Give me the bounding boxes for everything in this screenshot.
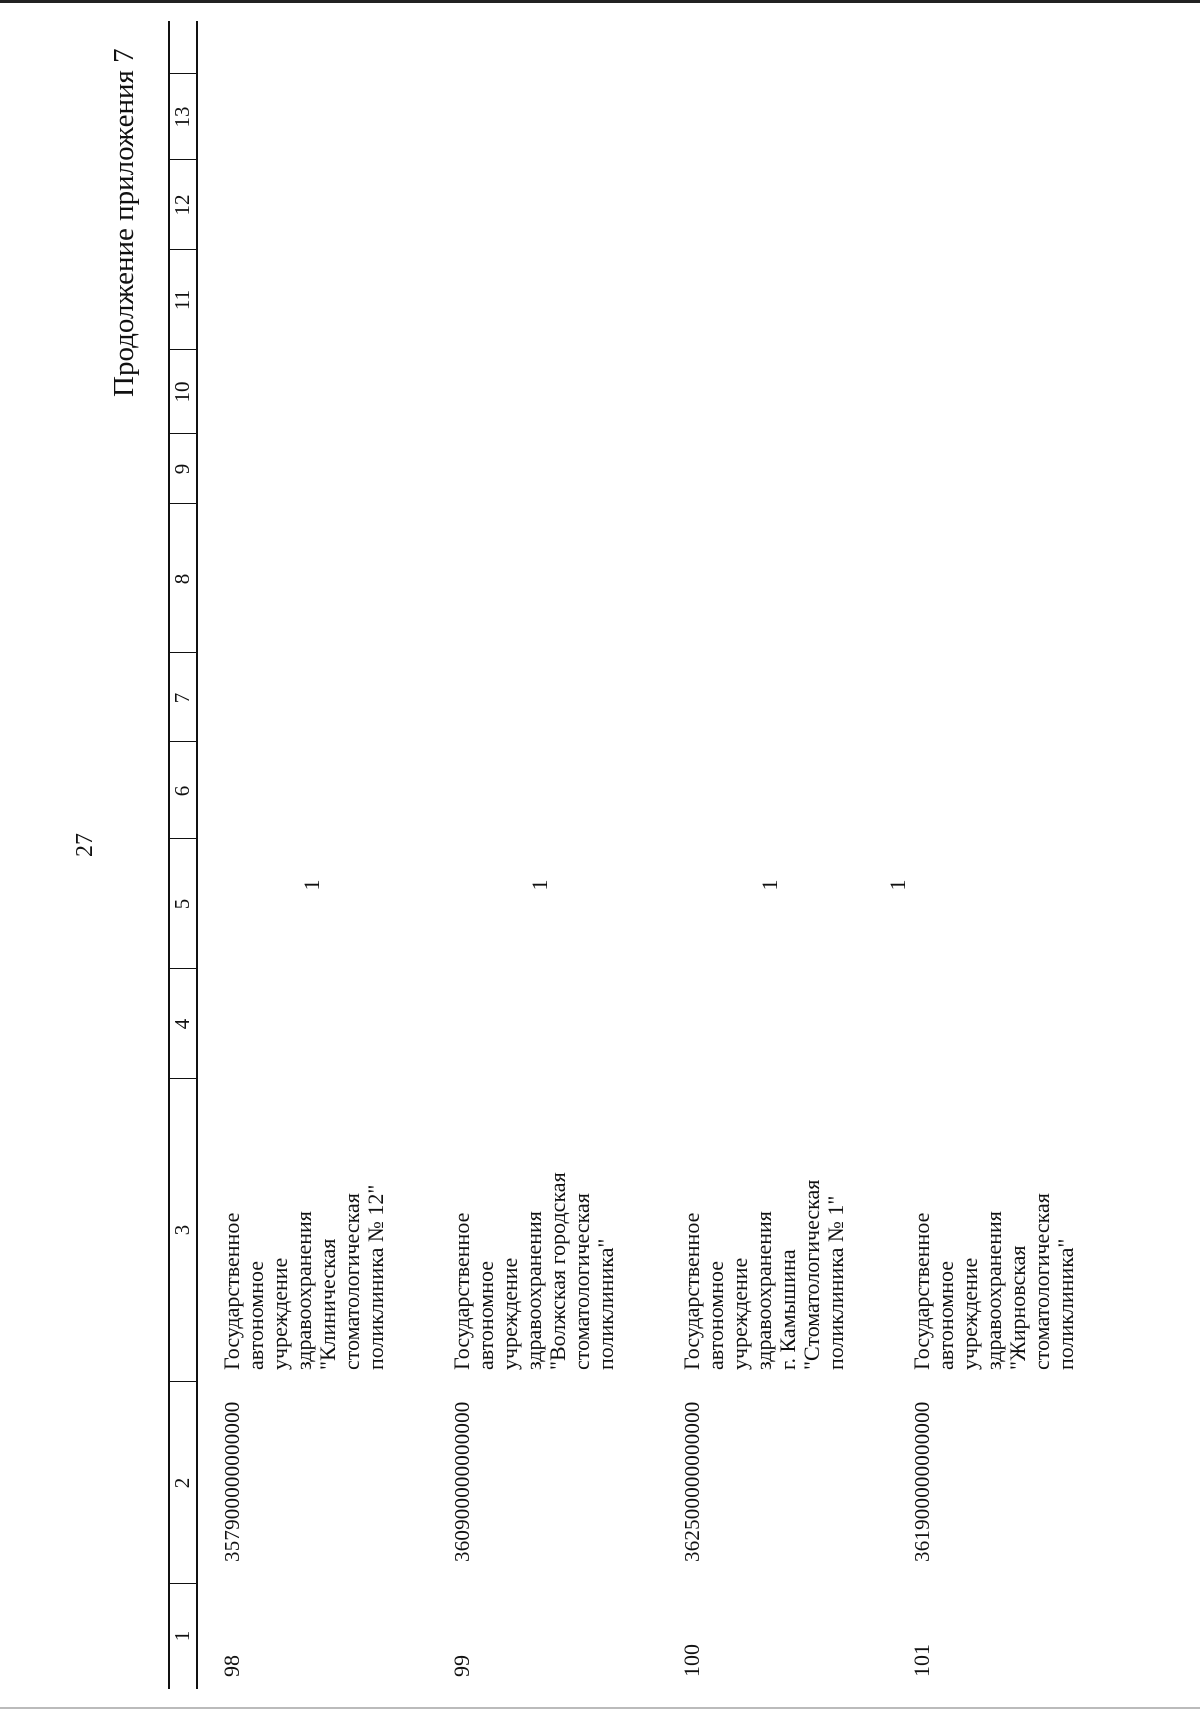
row-code: 360900000000000 <box>450 1401 474 1562</box>
column-5-value: 1 <box>299 879 324 891</box>
org-line: здравоохранения <box>981 1211 1006 1370</box>
row-number: 100 <box>679 1644 704 1677</box>
header-divider <box>168 503 198 504</box>
column-number: 2 <box>170 1477 194 1489</box>
org-line: автономное <box>473 1260 498 1370</box>
org-line: учреждение <box>267 1257 292 1370</box>
row-number: 101 <box>909 1644 934 1677</box>
column-number: 11 <box>170 289 194 311</box>
org-line: поликлиника № 1" <box>823 1195 848 1370</box>
org-line: стоматологическая <box>339 1193 364 1370</box>
column-number: 4 <box>170 1018 194 1030</box>
row-code: 357900000000000 <box>220 1401 244 1562</box>
header-divider <box>168 741 198 742</box>
column-number: 1 <box>170 1630 194 1642</box>
header-divider <box>168 349 198 350</box>
continuation-title: Продолжение приложения 7 <box>108 48 140 397</box>
org-line: "Стоматологическая <box>799 1179 824 1370</box>
column-number: 5 <box>170 898 194 910</box>
row-number: 99 <box>449 1655 474 1677</box>
org-line: Государственное <box>679 1212 704 1370</box>
column-number: 9 <box>170 463 194 475</box>
header-divider <box>168 73 198 74</box>
organization-name <box>220 1070 388 1370</box>
org-line: учреждение <box>957 1257 982 1370</box>
org-line: здравоохранения <box>291 1211 316 1370</box>
header-divider <box>168 838 198 839</box>
org-line: здравоохранения <box>751 1211 776 1370</box>
header-divider <box>168 652 198 653</box>
header-divider <box>168 249 198 250</box>
org-line: Государственное <box>449 1212 474 1370</box>
organization-name <box>910 1070 1078 1370</box>
header-line-top <box>168 21 170 1689</box>
column-5-value: 1 <box>527 879 552 891</box>
org-line: автономное <box>933 1260 958 1370</box>
column-number: 3 <box>170 1224 194 1236</box>
column-number: 12 <box>170 194 194 216</box>
org-line: "Жирновская <box>1005 1245 1030 1370</box>
page-number: 27 <box>72 833 98 857</box>
org-line: автономное <box>243 1260 268 1370</box>
org-line: г. Камышина <box>775 1249 800 1370</box>
header-divider <box>168 968 198 969</box>
header-line-bottom <box>196 21 198 1689</box>
org-line: Государственное <box>909 1212 934 1370</box>
column-number: 6 <box>170 785 194 797</box>
header-divider <box>168 1381 198 1382</box>
organization-name <box>450 1070 618 1370</box>
org-line: поликлиника" <box>1053 1238 1078 1370</box>
org-line: учреждение <box>727 1257 752 1370</box>
org-line: учреждение <box>497 1257 522 1370</box>
column-5-value: 1 <box>757 879 782 891</box>
org-line: "Волжская городская <box>545 1172 570 1370</box>
org-line: "Клиническая <box>315 1238 340 1370</box>
org-line: здравоохранения <box>521 1211 546 1370</box>
org-line: поликлиника № 12" <box>363 1184 388 1370</box>
header-divider <box>168 1078 198 1079</box>
column-number: 13 <box>170 106 194 128</box>
org-line: стоматологическая <box>569 1193 594 1370</box>
org-line: Государственное <box>219 1212 244 1370</box>
header-divider <box>168 433 198 434</box>
column-number: 10 <box>170 381 194 403</box>
column-number: 7 <box>170 692 194 704</box>
org-line: стоматологическая <box>1029 1193 1054 1370</box>
org-line: автономное <box>703 1260 728 1370</box>
organization-name <box>680 1070 848 1370</box>
row-code: 361900000000000 <box>910 1401 934 1562</box>
column-number: 8 <box>170 573 194 585</box>
row-number: 98 <box>219 1655 244 1677</box>
org-line: поликлиника" <box>593 1238 618 1370</box>
header-divider <box>168 1583 198 1584</box>
column-5-value: 1 <box>885 879 910 891</box>
header-divider <box>168 159 198 160</box>
row-code: 362500000000000 <box>680 1401 704 1562</box>
